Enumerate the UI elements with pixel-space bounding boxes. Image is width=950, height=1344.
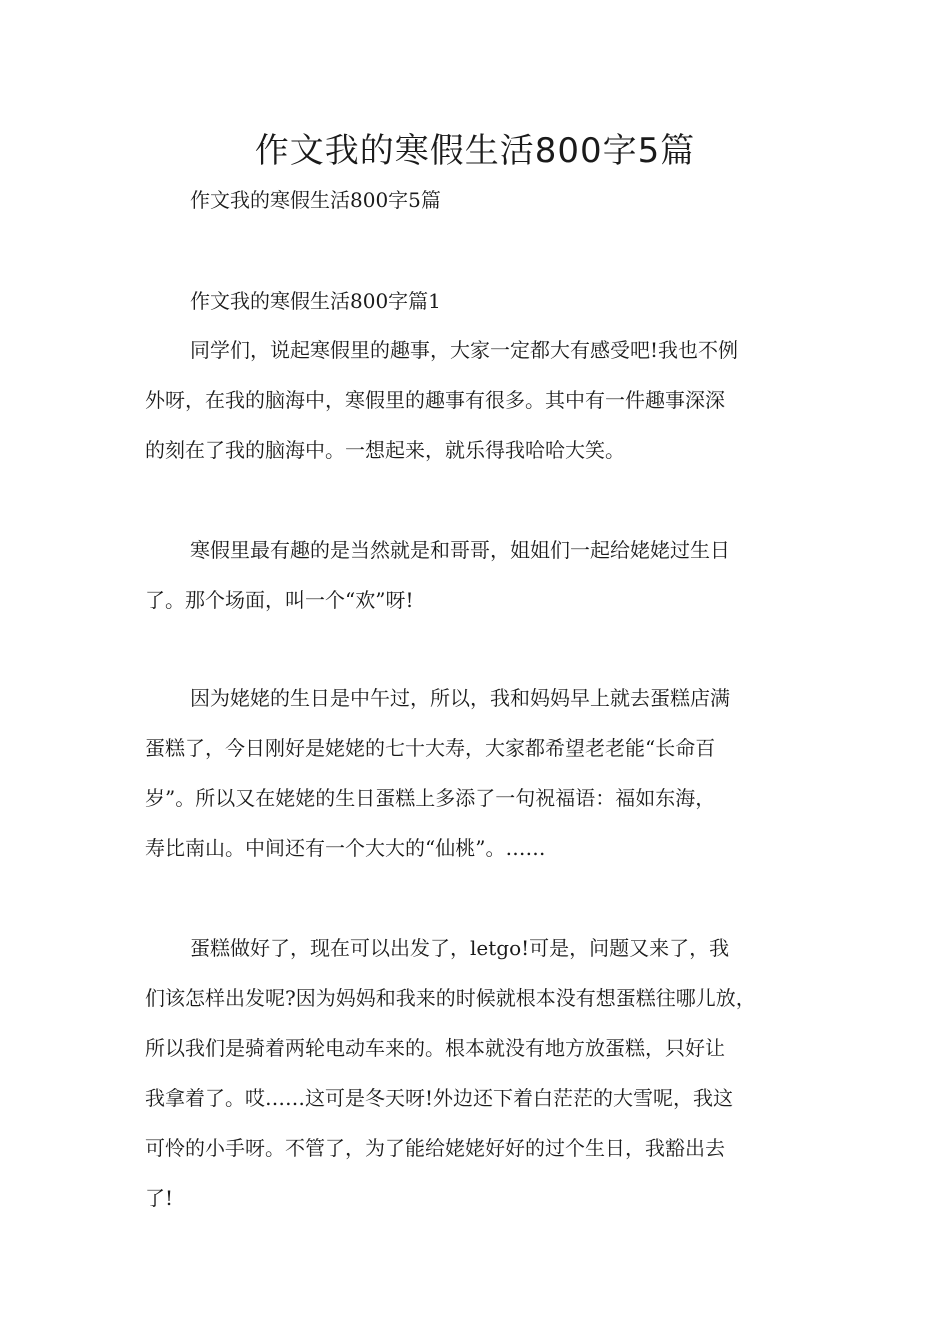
paragraph-1-line-3: 的刻在了我的脑海中。一想起来，就乐得我哈哈大笑。 [145,438,625,462]
section-heading: 作文我的寒假生活800字篇1 [190,289,441,313]
paragraph-1-line-2: 外呀，在我的脑海中，寒假里的趣事有很多。其中有一件趣事深深 [145,388,725,412]
paragraph-4-line-2: 们该怎样出发呢?因为妈妈和我来的时候就根本没有想蛋糕往哪儿放， [145,986,756,1010]
paragraph-4-line-4: 我拿着了。哎……这可是冬天呀!外边还下着白茫茫的大雪呢，我这 [145,1086,734,1110]
paragraph-4-line-6: 了! [145,1186,174,1210]
paragraph-2-line-2: 了。那个场面，叫一个“欢”呀! [145,588,414,612]
paragraph-3-line-1: 因为姥姥的生日是中午过，所以，我和妈妈早上就去蛋糕店满 [190,686,730,710]
document-subtitle: 作文我的寒假生活800字5篇 [190,188,441,212]
paragraph-4-line-3: 所以我们是骑着两轮电动车来的。根本就没有地方放蛋糕，只好让 [145,1036,725,1060]
paragraph-3-line-2: 蛋糕了，今日刚好是姥姥的七十大寿，大家都希望老老能“长命百 [145,736,716,760]
paragraph-3-line-4: 寿比南山。中间还有一个大大的“仙桃”。…… [145,836,546,860]
document-title: 作文我的寒假生活800字5篇 [254,131,696,171]
paragraph-2-line-1: 寒假里最有趣的是当然就是和哥哥，姐姐们一起给姥姥过生日 [190,538,730,562]
paragraph-1-line-1: 同学们，说起寒假里的趣事，大家一定都大有感受吧!我也不例 [190,338,739,362]
paragraph-4-line-5: 可怜的小手呀。不管了，为了能给姥姥好好的过个生日，我豁出去 [145,1136,725,1160]
paragraph-4-line-1: 蛋糕做好了，现在可以出发了，letgo!可是，问题又来了，我 [190,936,730,960]
paragraph-3-line-3: 岁”。所以又在姥姥的生日蛋糕上多添了一句祝福语：福如东海， [145,786,716,810]
